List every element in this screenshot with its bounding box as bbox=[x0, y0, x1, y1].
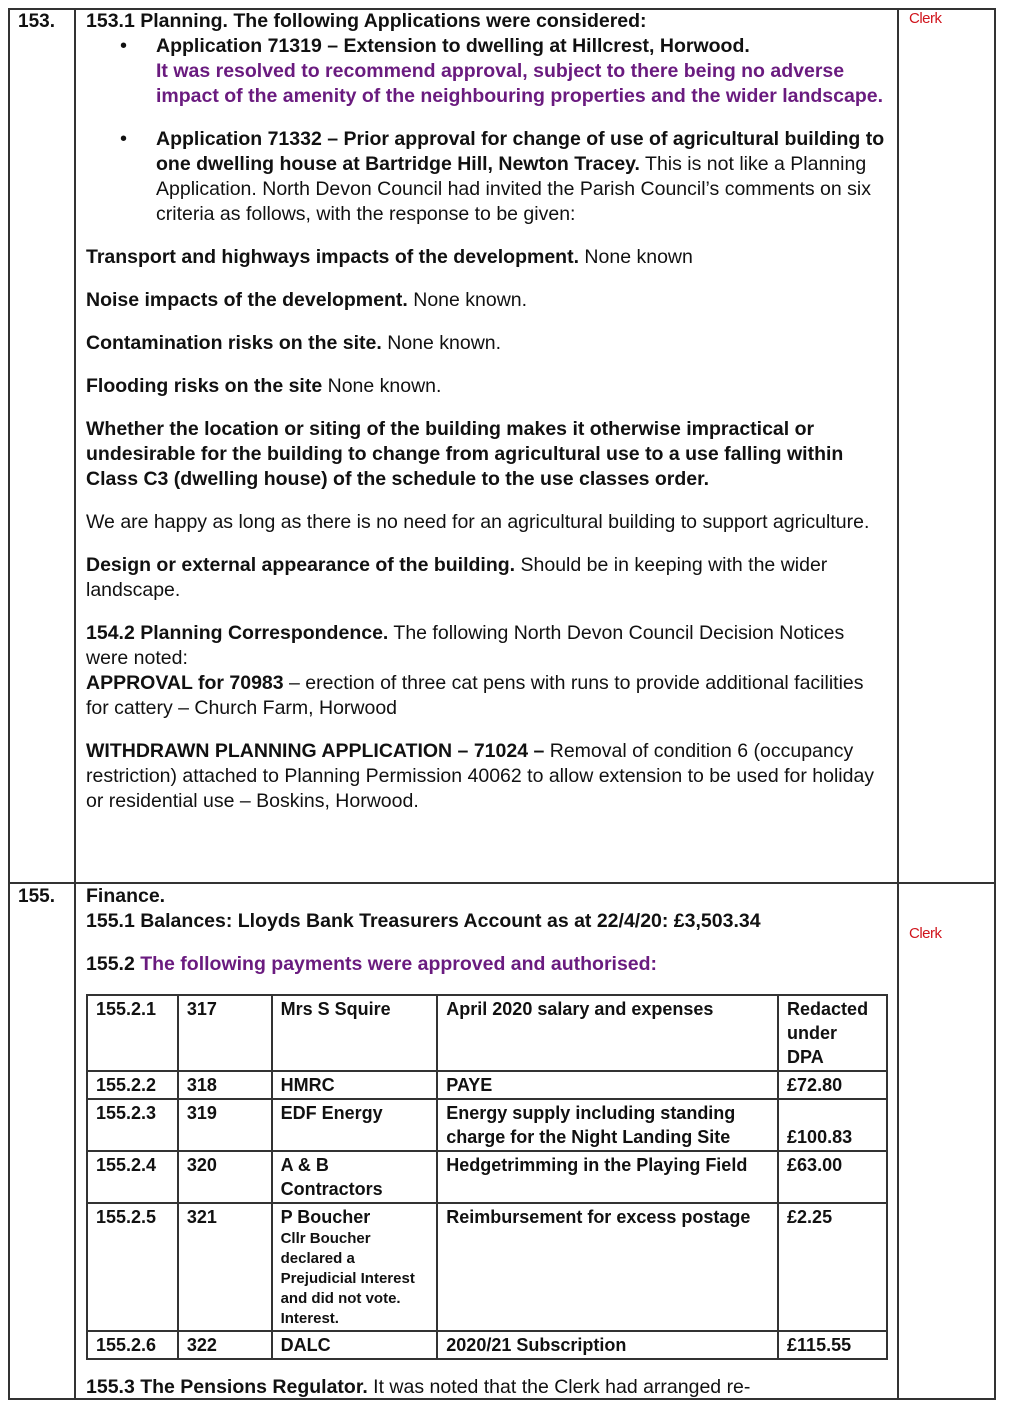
action-clerk-155: Clerk bbox=[909, 925, 942, 942]
correspondence-heading: 154.2 Planning Correspondence. bbox=[86, 622, 389, 644]
payment-payee: HMRC bbox=[272, 1071, 438, 1099]
payment-payee: P Boucher bbox=[280, 1207, 371, 1227]
payment-cheque: 319 bbox=[178, 1099, 272, 1151]
withdrawn-text: Removal of condition 6 (occupancy restriction) attached to Planning Permission 40062 to allow extension to be used for holiday or residential use – Boskins, Horwood. bbox=[86, 740, 875, 812]
bullet-icon: • bbox=[120, 128, 128, 150]
item-number-153: 153. bbox=[18, 11, 55, 32]
payment-cheque: 317 bbox=[178, 995, 272, 1071]
criterion-response: None known. bbox=[407, 289, 528, 311]
planning-heading: 153.1 Planning. The following Applications were considered: bbox=[86, 10, 647, 32]
criterion-flooding bbox=[86, 374, 891, 399]
application-71332 bbox=[86, 127, 891, 227]
payment-ref: 155.2.2 bbox=[87, 1071, 178, 1099]
approval-label: APPROVAL for 70983 bbox=[86, 672, 284, 694]
payment-amount: £2.25 bbox=[778, 1203, 887, 1331]
payments-number: 155.2 bbox=[86, 953, 141, 975]
table-row bbox=[87, 1331, 887, 1359]
bullet-icon: • bbox=[120, 35, 128, 57]
approval-notice bbox=[86, 671, 891, 721]
application-paragraph bbox=[156, 127, 891, 227]
payments-table bbox=[86, 994, 888, 1360]
criterion-design bbox=[86, 553, 891, 603]
criterion-transport bbox=[86, 245, 891, 270]
application-71319 bbox=[86, 34, 891, 109]
finance-heading: Finance. bbox=[86, 885, 166, 907]
criterion-label: Design or external appearance of the building. bbox=[86, 554, 516, 576]
payment-ref: 155.2.1 bbox=[87, 995, 178, 1071]
application-title: Application 71332 – Prior approval for change of use of agricultural building to one dwelling house at Bartridge Hill, Newton Tracey. bbox=[156, 128, 885, 175]
criterion-siting: Whether the location or siting of the building makes it otherwise impractical or undesirable for the building to change from agricultural use to a use falling within Class C3 (dwelling house) of the schedule to the use classes order. bbox=[86, 418, 844, 490]
application-resolution: It was resolved to recommend approval, subject to there being no adverse impact of the amenity of the neighbouring properties and the wider landscape. bbox=[156, 60, 884, 107]
column-divider-action bbox=[897, 8, 899, 1400]
section-153-content bbox=[86, 9, 891, 814]
payments-text: The following payments were approved and authorised: bbox=[140, 953, 658, 975]
item-number-155: 155. bbox=[18, 886, 55, 907]
payment-description: Hedgetrimming in the Playing Field bbox=[437, 1151, 778, 1203]
payment-ref: 155.2.5 bbox=[87, 1203, 178, 1331]
payment-payee: DALC bbox=[272, 1331, 438, 1359]
criterion-label: Flooding risks on the site bbox=[86, 375, 323, 397]
section-155-content bbox=[86, 884, 891, 977]
payment-cheque: 320 bbox=[178, 1151, 272, 1203]
payment-description: Energy supply including standing charge for the Night Landing Site bbox=[437, 1099, 778, 1151]
criterion-label: Transport and highways impacts of the development. bbox=[86, 246, 580, 268]
table-row bbox=[87, 995, 887, 1071]
pensions-paragraph bbox=[86, 1375, 891, 1400]
criterion-response: None known bbox=[579, 246, 693, 268]
interest-note: Cllr Boucher declared a Prejudicial Interest and did not vote. Interest. bbox=[280, 1230, 415, 1327]
payment-cheque: 321 bbox=[178, 1203, 272, 1331]
planning-correspondence bbox=[86, 621, 891, 671]
withdrawn-notice bbox=[86, 739, 891, 814]
criterion-noise bbox=[86, 288, 891, 313]
criterion-response: None known. bbox=[322, 375, 442, 397]
payment-description: PAYE bbox=[437, 1071, 778, 1099]
payment-payee: A & B Contractors bbox=[272, 1151, 438, 1203]
pensions-label: 155.3 The Pensions Regulator. bbox=[86, 1376, 368, 1398]
payment-amount: Redacted under DPA bbox=[778, 995, 887, 1071]
criterion-response: None known. bbox=[381, 332, 502, 354]
correspondence-text: The following North Devon Council Decision Notices were noted: bbox=[86, 622, 845, 669]
payment-cheque: 322 bbox=[178, 1331, 272, 1359]
application-text: This is not like a Planning Application. North Devon Council had invited the Parish Council’s comments on six criteria as follows, with the response to be given: bbox=[156, 153, 871, 225]
pensions-regulator bbox=[86, 1375, 891, 1400]
criterion-contamination bbox=[86, 331, 891, 356]
criterion-label: Noise impacts of the development. bbox=[86, 289, 408, 311]
table-row bbox=[87, 1151, 887, 1203]
criterion-response: Should be in keeping with the wider landscape. bbox=[86, 554, 828, 601]
payment-payee: Mrs S Squire bbox=[272, 995, 438, 1071]
payments-heading bbox=[86, 952, 891, 977]
approval-text: – erection of three cat pens with runs to provide additional facilities for cattery – Church Farm, Horwood bbox=[86, 672, 864, 719]
payment-amount: £72.80 bbox=[778, 1071, 887, 1099]
payment-ref: 155.2.3 bbox=[87, 1099, 178, 1151]
table-row bbox=[87, 1099, 887, 1151]
pensions-text: It was noted that the Clerk had arranged re- bbox=[367, 1376, 751, 1398]
payment-description: April 2020 salary and expenses bbox=[437, 995, 778, 1071]
withdrawn-label: WITHDRAWN PLANNING APPLICATION – 71024 – bbox=[86, 740, 545, 762]
payment-description: 2020/21 Subscription bbox=[437, 1331, 778, 1359]
payment-ref: 155.2.6 bbox=[87, 1331, 178, 1359]
payment-amount: £63.00 bbox=[778, 1151, 887, 1203]
column-divider-number bbox=[74, 8, 76, 1400]
payment-payee: EDF Energy bbox=[272, 1099, 438, 1151]
payment-amount: £100.83 bbox=[778, 1099, 887, 1151]
application-title: Application 71319 – Extension to dwelling at Hillcrest, Horwood. bbox=[156, 35, 750, 57]
table-row bbox=[87, 1203, 887, 1331]
action-clerk-153: Clerk bbox=[909, 10, 942, 27]
payment-description: Reimbursement for excess postage bbox=[437, 1203, 778, 1331]
payment-amount: £115.55 bbox=[778, 1331, 887, 1359]
criterion-label: Contamination risks on the site. bbox=[86, 332, 382, 354]
balances: 155.1 Balances: Lloyds Bank Treasurers Account as at 22/4/20: £3,503.34 bbox=[86, 910, 761, 932]
table-row bbox=[87, 1071, 887, 1099]
payment-cheque: 318 bbox=[178, 1071, 272, 1099]
payment-payee-cell bbox=[272, 1203, 438, 1331]
siting-response: We are happy as long as there is no need for an agricultural building to support agriculture. bbox=[86, 511, 870, 533]
payment-ref: 155.2.4 bbox=[87, 1151, 178, 1203]
